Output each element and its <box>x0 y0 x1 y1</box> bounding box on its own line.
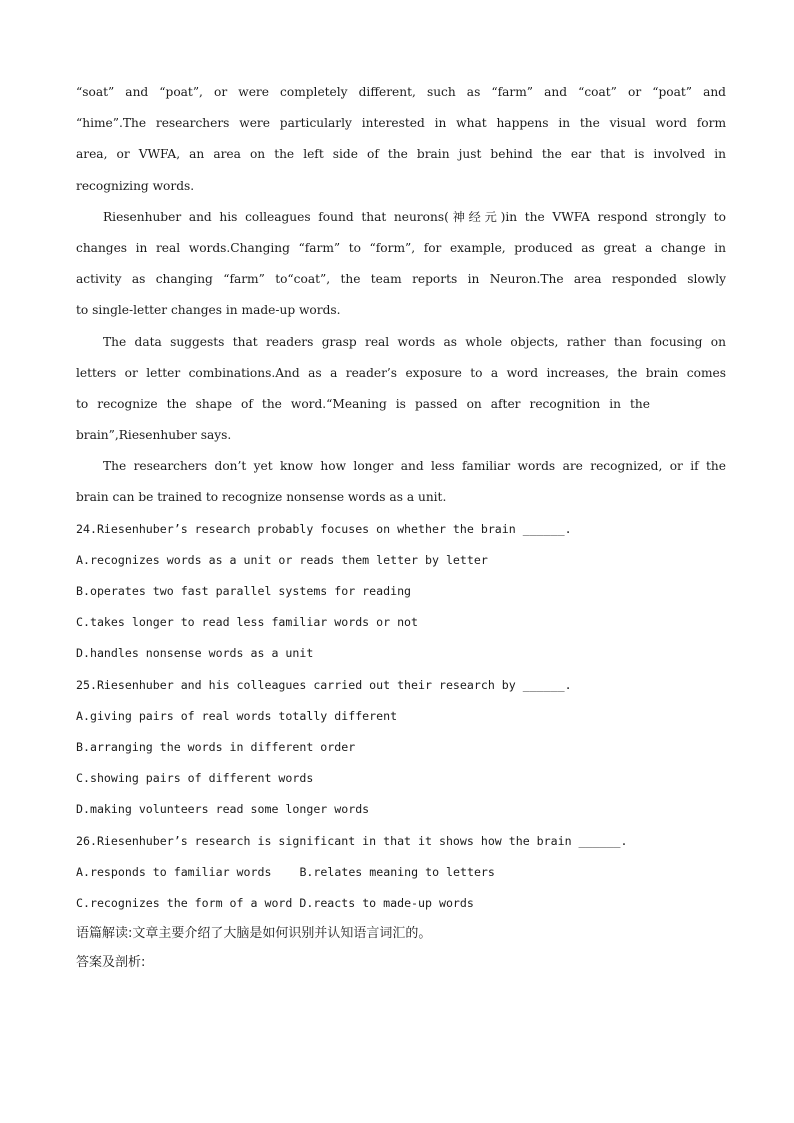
passage-line: brain can be trained to recognize nonsense words as a unit. <box>76 490 447 505</box>
option-a: A.responds to familiar words <box>76 864 272 879</box>
passage-line-text: to recognize the shape of the word.“Meaning is passed on after recognition in the <box>76 396 650 411</box>
question-24 <box>76 517 726 673</box>
passage-line: The researchers don’t yet know how longer and less familiar words are recognized, or if the <box>103 459 726 474</box>
option-row-cd <box>76 891 726 922</box>
passage-line: “hime”.The researchers were particularly interested in what happens in the visual word form <box>76 116 726 131</box>
passage-line: letters or letter combinations.And as a reader’s exposure to a word increases, the brain comes <box>76 365 726 380</box>
option-c: C.takes longer to read less familiar words or not <box>76 615 419 630</box>
option-a: A.recognizes words as a unit or reads them letter by letter <box>76 552 488 567</box>
question-stem: 26.Riesenhuber’s research is significant in that it shows how the brain ______. <box>76 833 628 848</box>
question-stem: 25.Riesenhuber and his colleagues carried out their research by ______. <box>76 677 572 692</box>
option-c: C.showing pairs of different words <box>76 771 314 786</box>
question-25 <box>76 673 726 829</box>
passage-line <box>76 392 650 423</box>
passage-line: “soat” and “poat”, or were completely different, such as “farm” and “coat” or “poat” and <box>76 85 726 99</box>
option-b: B.relates meaning to letters <box>299 864 495 879</box>
option-b: B.arranging the words in different order <box>76 739 356 754</box>
passage-line: area, or VWFA, an area on the left side of the brain just behind the ear that is involved in <box>76 147 726 162</box>
passage-line: to single-letter changes in made-up words. <box>76 303 341 318</box>
option-row-ab <box>76 860 726 891</box>
passage-line: changes in real words.Changing “farm” to “form”, for example, produced as great a change in <box>76 240 726 255</box>
option-d: D.making volunteers read some longer words <box>76 802 370 817</box>
document-page <box>76 80 726 982</box>
option-a: A.giving pairs of real words totally different <box>76 708 398 723</box>
passage-line: The data suggests that readers grasp real words as whole objects, rather than focusing on <box>103 334 726 349</box>
passage-line: recognizing words. <box>76 178 195 193</box>
passage-interpretation: 语篇解读:文章主要介绍了大脑是如何识别并认知语言词汇的。 <box>76 926 432 942</box>
option-b: B.operates two fast parallel systems for reading <box>76 584 412 598</box>
reading-passage <box>76 80 726 517</box>
passage-line: brain”,Riesenhuber says. <box>76 428 232 443</box>
passage-line: Riesenhuber and his colleagues found that neurons(神经元)in the VWFA respond strongly to <box>103 209 726 224</box>
option-d: D.handles nonsense words as a unit <box>76 646 314 661</box>
option-c: C.recognizes the form of a word <box>76 895 293 910</box>
answer-heading: 答案及剖析: <box>76 955 146 971</box>
question-stem: 24.Riesenhuber’s research probably focuses on whether the brain ______. <box>76 521 572 536</box>
passage-line: activity as changing “farm” to“coat”, the team reports in Neuron.The area responded slowly <box>76 272 726 287</box>
question-26 <box>76 829 726 923</box>
option-d: D.reacts to made-up words <box>299 895 474 910</box>
